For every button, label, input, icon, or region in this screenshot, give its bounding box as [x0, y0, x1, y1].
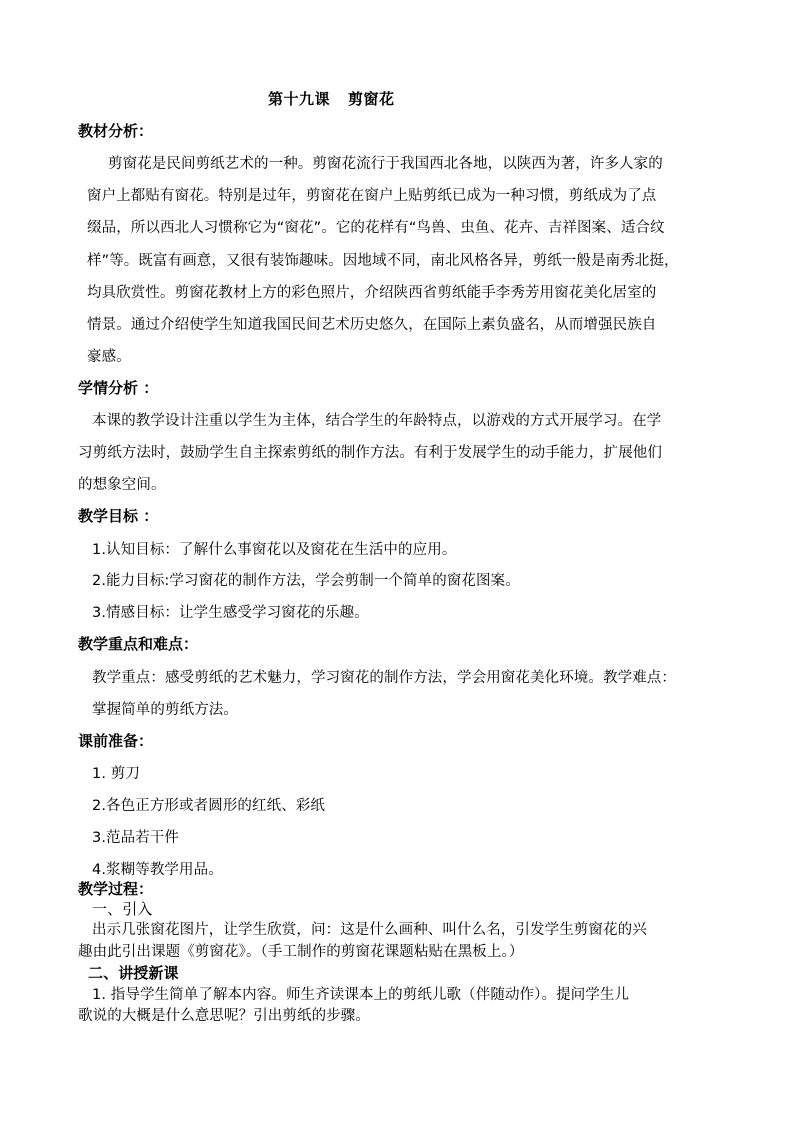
focus-line: 教学重点：感受剪纸的艺术魅力，学习窗花的制作方法，学会用窗花美化环境。教学难点：	[92, 670, 676, 686]
section-heading-focus: 教学重点和难点：	[78, 635, 199, 653]
analysis-line: 缀品，所以西北人习惯称它为“窗花”。它的花样有“鸟兽、虫鱼、花卉、吉祥图案、适合纹	[87, 220, 665, 236]
section-heading-goals: 教学目标 ：	[78, 507, 159, 525]
section-heading-students: 学情分析 ：	[78, 379, 159, 397]
process-line: 1. 指导学生简单了解本内容。师生齐读课本上的剪纸儿歌（伴随动作）。提问学生儿	[92, 987, 630, 1003]
prep-item: 4.浆糊等教学用品。	[92, 862, 223, 878]
goal-item: 1.认知目标：了解什么事窗花以及窗花在生活中的应用。	[92, 542, 457, 558]
analysis-line: 窗户上都贴有窗花。特别是过年，剪窗花在窗户上贴剪纸已成为一种习惯，剪纸成为了点	[87, 188, 657, 204]
process-part2-title: 二、讲授新课	[88, 964, 179, 982]
prep-item: 1. 剪刀	[92, 766, 140, 782]
process-line: 趣由此引出课题《剪窗花》。（手工制作的剪窗花课题粘贴在黑板上。）	[78, 944, 524, 960]
process-part1-title: 一、引入	[92, 900, 153, 918]
analysis-line: 剪窗花是民间剪纸艺术的一种。剪窗花流行于我国西北各地，以陕西为著，许多人家的	[108, 156, 663, 172]
section-heading-prep: 课前准备：	[78, 732, 154, 750]
goal-item: 2.能力目标:学习窗花的制作方法，学会剪制一个简单的窗花图案。	[92, 573, 520, 589]
analysis-line: 情景。通过介绍使学生知道我国民间艺术历史悠久，在国际上素负盛名，从而增强民族自	[87, 317, 657, 333]
lesson-name: 剪窗花	[348, 90, 395, 108]
process-line: 歌说的大概是什么意思呢？引出剪纸的步骤。	[78, 1008, 370, 1024]
students-line: 的想象空间。	[78, 477, 166, 493]
section-heading-process: 教学过程：	[78, 880, 154, 898]
lesson-title	[268, 88, 395, 109]
students-line: 习剪纸方法时，鼓励学生自主探索剪纸的制作方法。有利于发展学生的动手能力，扩展他们	[78, 445, 662, 461]
students-line: 本课的教学设计注重以学生为主体，结合学生的年龄特点，以游戏的方式开展学习。在学	[92, 413, 662, 429]
analysis-line: 样”等。既富有画意，又很有装饰趣味。因地域不同，南北风格各异，剪纸一般是南秀北挺，	[87, 253, 679, 269]
focus-line: 掌握简单的剪纸方法。	[92, 702, 238, 718]
prep-item: 2.各色正方形或者圆形的红纸、彩纸	[92, 798, 326, 814]
lesson-number: 第十九课	[268, 90, 331, 108]
process-line: 出示几张窗花图片，让学生欣赏，问：这是什么画种、叫什么名，引发学生剪窗花的兴	[92, 922, 647, 938]
prep-item: 3.范品若干件	[92, 830, 180, 846]
goal-item: 3.情感目标：让学生感受学习窗花的乐趣。	[92, 605, 369, 621]
section-heading-analysis: 教材分析：	[78, 122, 154, 140]
analysis-line: 豪感。	[87, 349, 131, 365]
analysis-line: 均具欣赏性。剪窗花教材上方的彩色照片，介绍陕西省剪纸能手李秀芳用窗花美化居室的	[87, 285, 657, 301]
